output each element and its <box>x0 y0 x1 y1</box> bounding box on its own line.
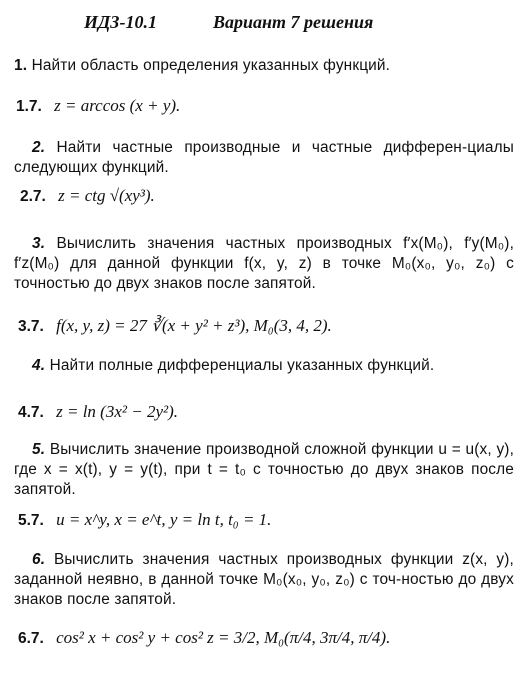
task-number: 1. <box>14 57 28 74</box>
task-text: Найти частные производные и частные дифферен-циалы следующих функций. <box>14 139 514 176</box>
task-4 <box>14 356 514 376</box>
task-6 <box>14 550 514 610</box>
equation-6-7 <box>18 628 390 648</box>
assignment-code: ИДЗ-10.1 <box>84 12 157 32</box>
task-text: Вычислить значения частных производных функции z(x, y), заданной неявно, в данной точке M₀(x₀, y₀, z₀) с точ-ностью до двух знаков после запятой. <box>14 551 514 608</box>
equation-formula: z = arccos (x + y). <box>54 96 181 115</box>
equation-formula: u = x^y, x = e^t, y = ln t, t₀ = 1. <box>56 510 272 529</box>
equation-5-7 <box>18 510 271 530</box>
task-number: 6. <box>32 551 46 568</box>
task-number: 2. <box>32 139 46 156</box>
equation-label: 5.7. <box>18 512 44 529</box>
equation-formula: cos² x + cos² y + cos² z = 3/2, M₀(π/4, 3π/4, π/4). <box>56 628 391 647</box>
equation-label: 3.7. <box>18 318 44 335</box>
equation-formula: f(x, y, z) = 27 ∛(x + y² + z³), M₀(3, 4, 2). <box>56 316 332 335</box>
equation-label: 2.7. <box>20 188 46 205</box>
task-text: Вычислить значение производной сложной функции u = u(x, y), где x = x(t), y = y(t), при t = t₀ с точностью до двух знаков после запятой. <box>14 441 514 498</box>
task-2 <box>14 138 514 178</box>
equation-label: 4.7. <box>18 404 44 421</box>
task-text: Вычислить значения частных производных f′x(M₀), f′y(M₀), f′z(M₀) для данной функции f(x, y, z) в точке M₀(x₀, y₀, z₀) с точностью до двух знаков после запятой. <box>14 235 514 292</box>
task-1 <box>14 56 514 76</box>
task-3 <box>14 234 514 294</box>
equation-2-7 <box>20 186 155 206</box>
equation-3-7 <box>18 316 332 336</box>
task-number: 3. <box>32 235 46 252</box>
equation-label: 6.7. <box>18 630 44 647</box>
task-number: 5. <box>32 441 46 458</box>
equation-4-7 <box>18 402 178 422</box>
equation-label: 1.7. <box>16 98 42 115</box>
equation-1-7 <box>16 96 180 116</box>
task-text: Найти область определения указанных функций. <box>31 57 391 74</box>
task-text: Найти полные дифференциалы указанных функций. <box>49 357 435 374</box>
variant-title: Вариант 7 решения <box>213 12 374 32</box>
equation-formula: z = ln (3x² − 2y²). <box>56 402 178 421</box>
equation-formula: z = ctg √(xy³). <box>58 186 155 205</box>
task-number: 4. <box>32 357 46 374</box>
page-header <box>0 12 527 36</box>
task-5 <box>14 440 514 500</box>
